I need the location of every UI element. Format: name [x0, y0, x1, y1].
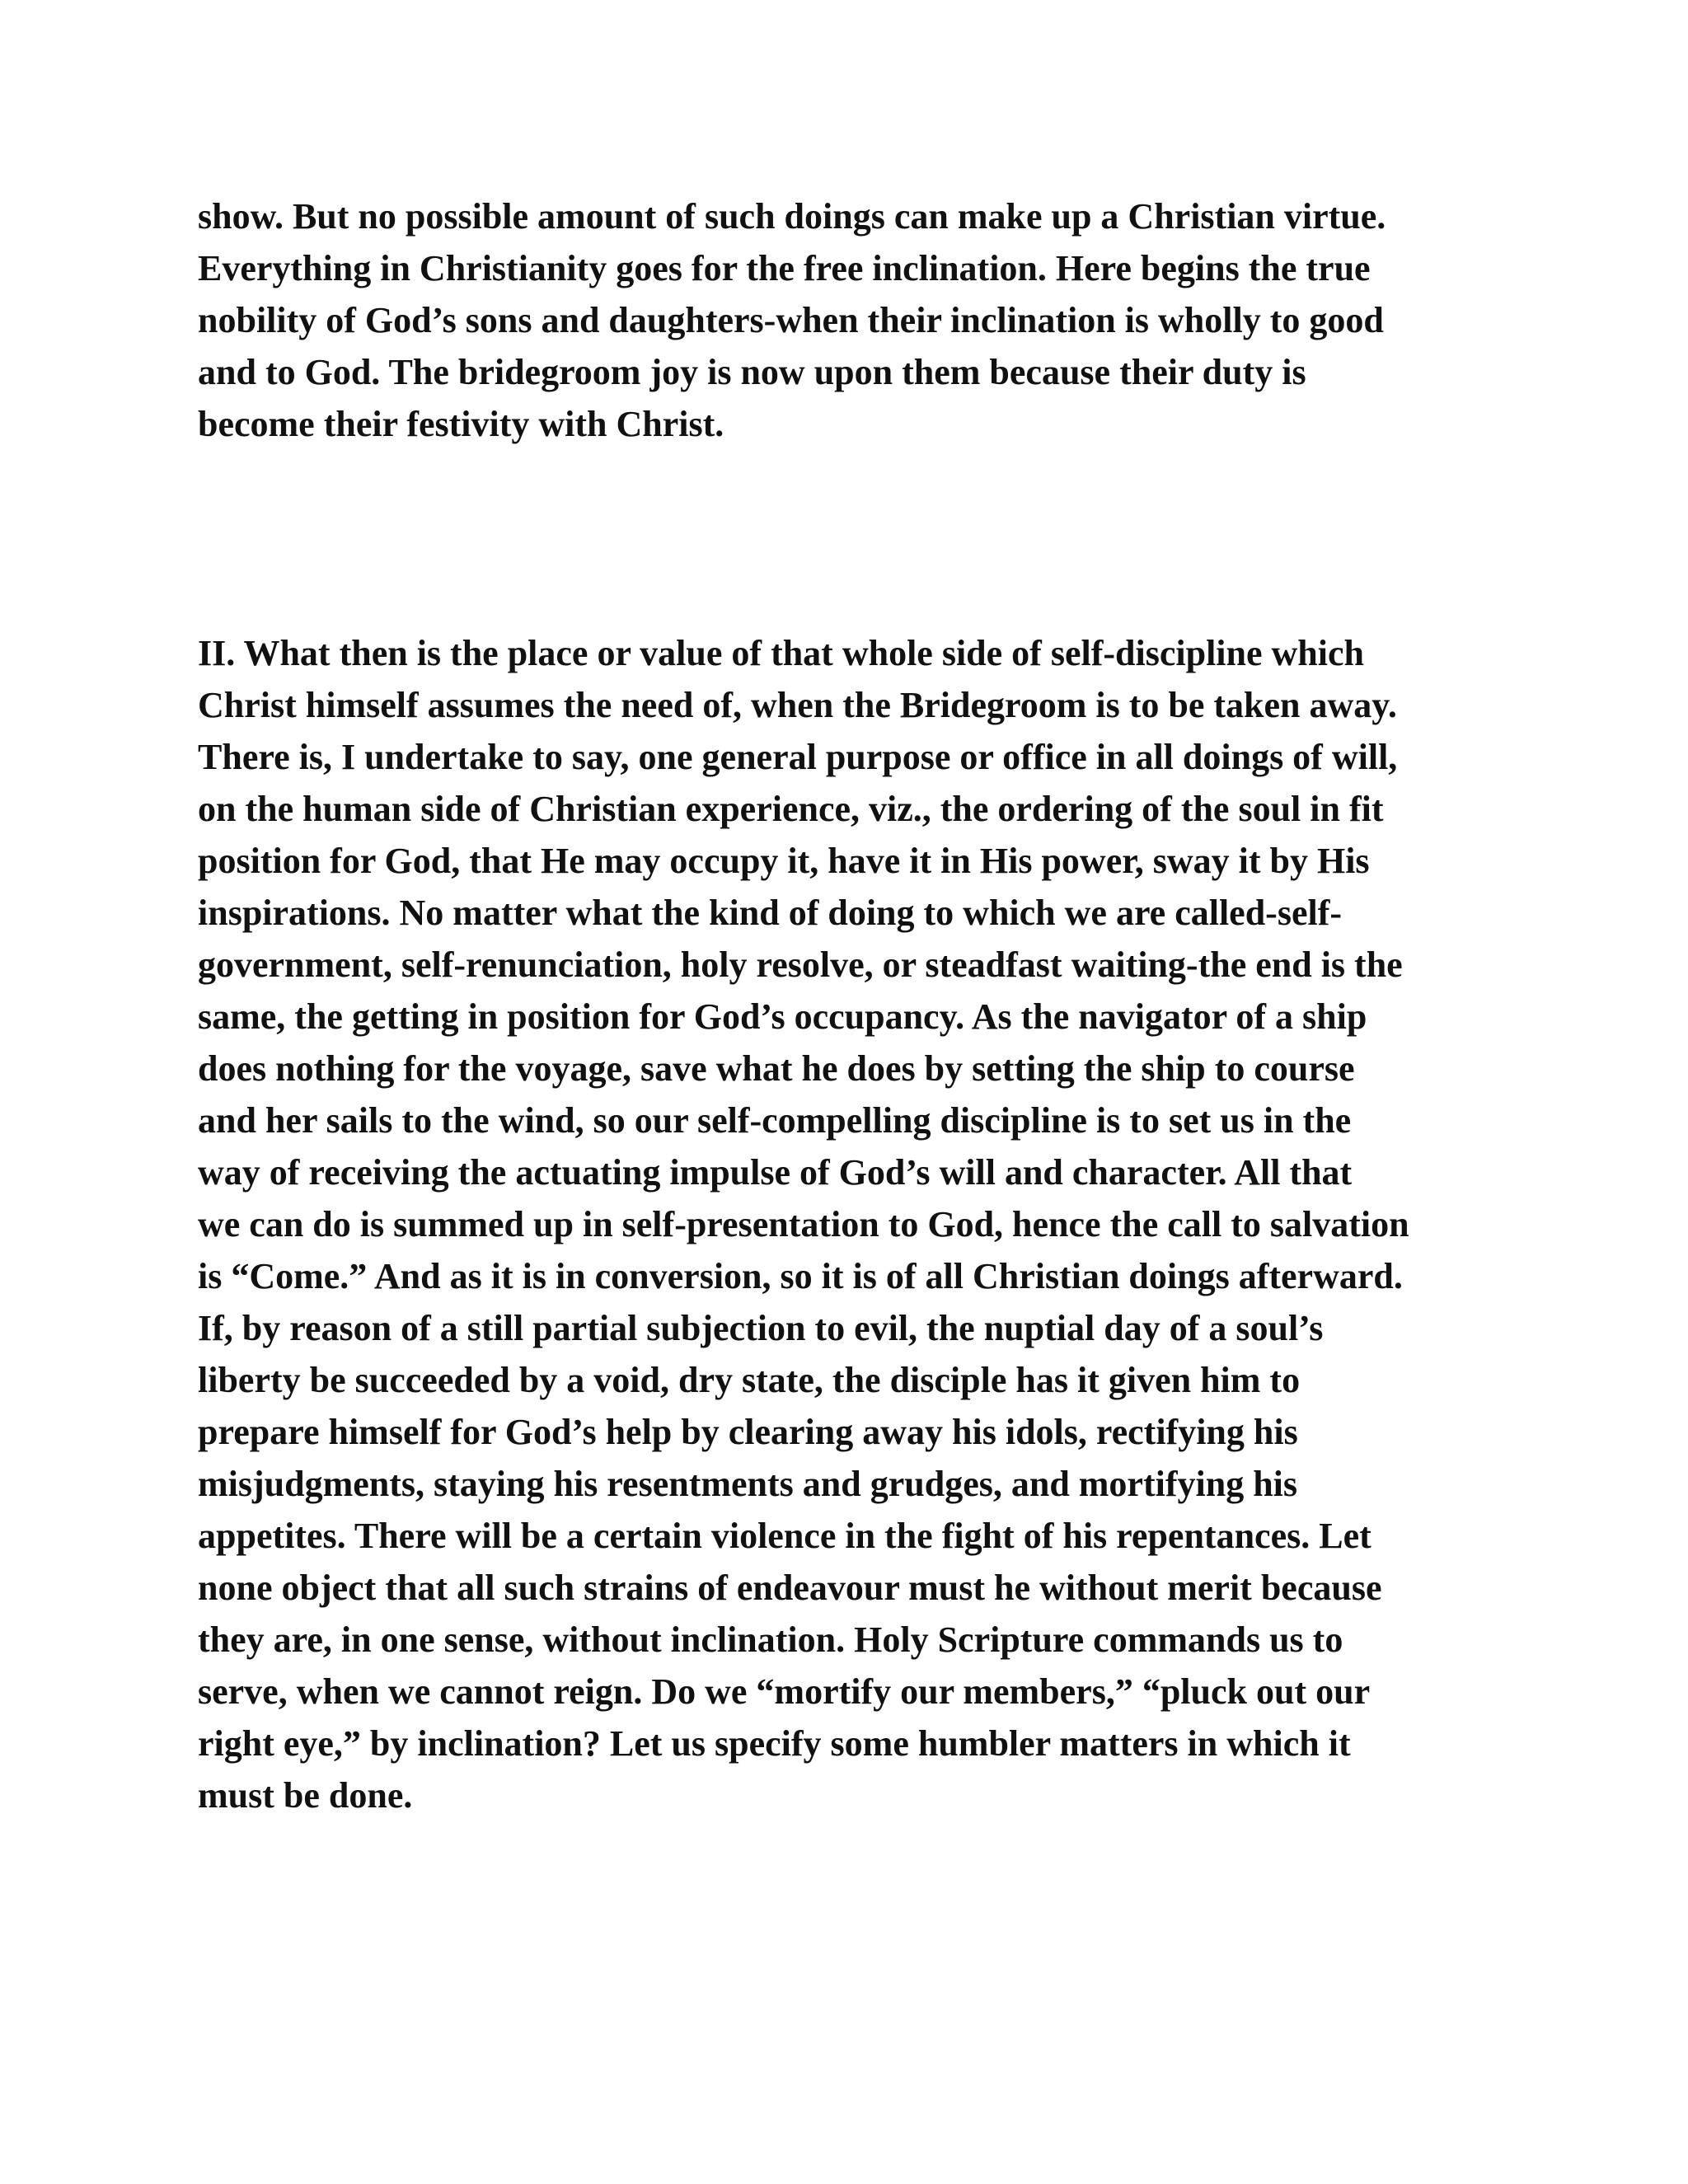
paragraph-1 — [198, 190, 1500, 450]
text-line: Everything in Christianity goes for the free inclination. Here begins the true — [198, 248, 1371, 288]
text-line: misjudgments, staying his resentments and grudges, and mortifying his — [198, 1464, 1298, 1504]
text-line: is “Come.” And as it is in conversion, so it is of all Christian doings afterward. — [198, 1256, 1403, 1296]
text-line: liberty be succeeded by a void, dry state, the disciple has it given him to — [198, 1360, 1301, 1400]
text-line: they are, in one sense, without inclination. Holy Scripture commands us to — [198, 1619, 1343, 1660]
text-line: and to God. The bridegroom joy is now upon them because their duty is — [198, 352, 1306, 392]
text-line: government, self-renunciation, holy resolve, or steadfast waiting-the end is the — [198, 944, 1403, 985]
text-line: Christ himself assumes the need of, when the Bridegroom is to be taken away. — [198, 685, 1397, 725]
text-line: way of receiving the actuating impulse of God’s will and character. All that — [198, 1152, 1353, 1193]
text-line: nobility of God’s sons and daughters-when their inclination is wholly to good — [198, 300, 1384, 340]
text-line: does nothing for the voyage, save what he does by setting the ship to course — [198, 1048, 1355, 1089]
text-line: and her sails to the wind, so our self-compelling discipline is to set us in the — [198, 1100, 1352, 1141]
text-line: right eye,” by inclination? Let us specify some humbler matters in which it — [198, 1723, 1351, 1764]
text-line: prepare himself for God’s help by clearing away his idols, rectifying his — [198, 1412, 1298, 1452]
text-line: same, the getting in position for God’s occupancy. As the navigator of a ship — [198, 996, 1367, 1037]
text-line: appetites. There will be a certain violence in the fight of his repentances. Let — [198, 1516, 1372, 1556]
text-line: There is, I undertake to say, one general purpose or office in all doings of will, — [198, 737, 1398, 777]
text-line: become their festivity with Christ. — [198, 404, 724, 444]
text-line: on the human side of Christian experience, viz., the ordering of the soul in fit — [198, 789, 1384, 829]
paragraph-2 — [198, 627, 1500, 1821]
text-line: inspirations. No matter what the kind of doing to which we are called-self- — [198, 893, 1343, 933]
text-line: show. But no possible amount of such doings can make up a Christian virtue. — [198, 196, 1386, 237]
text-line: none object that all such strains of endeavour must he without merit because — [198, 1568, 1382, 1608]
text-line: serve, when we cannot reign. Do we “mortify our members,” “pluck out our — [198, 1671, 1371, 1712]
text-line: If, by reason of a still partial subjection to evil, the nuptial day of a soul’s — [198, 1308, 1324, 1348]
text-line: we can do is summed up in self-presentation to God, hence the call to salvation — [198, 1204, 1409, 1244]
text-line: must be done. — [198, 1775, 413, 1816]
text-line: II. What then is the place or value of that whole side of self-discipline which — [198, 633, 1364, 673]
text-line: position for God, that He may occupy it, have it in His power, sway it by His — [198, 841, 1370, 881]
